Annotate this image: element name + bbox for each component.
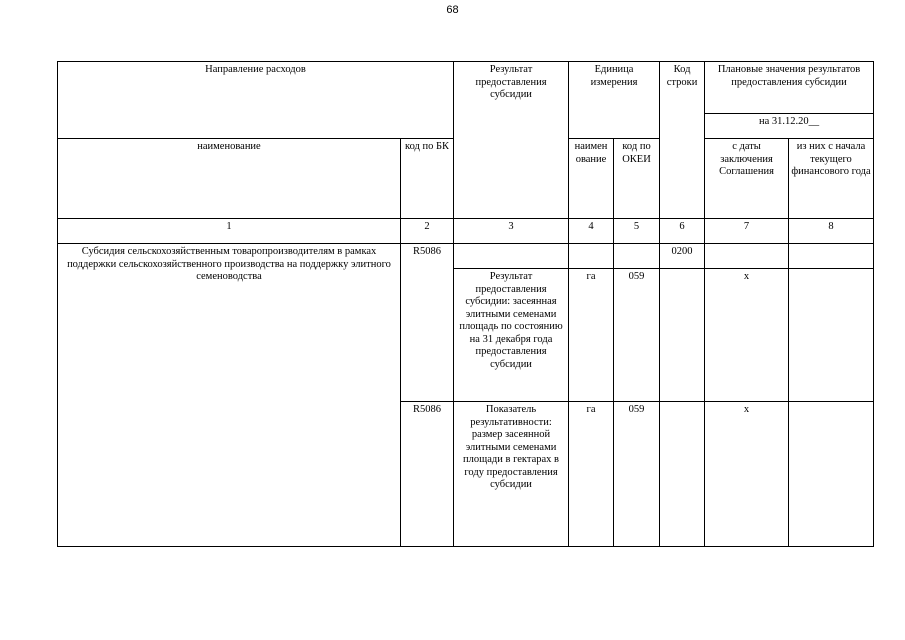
column-number-3: 3: [454, 219, 569, 244]
column-number-8: 8: [789, 219, 874, 244]
result-line-code-cell: [660, 269, 705, 402]
header-okei-code: код по ОКЕИ: [614, 139, 660, 219]
indicator-line-code-cell: [660, 402, 705, 547]
header-from-agreement: с даты заключения Соглашения: [705, 139, 789, 219]
result-bk-code-cell: [401, 269, 454, 402]
subsidy-okei-cell: [614, 244, 660, 269]
result-from-year-start-cell: [789, 269, 874, 402]
indicator-description: Показатель результативности: размер засеянной элитными семенами площади в гектарах в году предоставления субсидии: [454, 402, 569, 547]
header-from-year-start: из них с начала текущего финансового года: [789, 139, 874, 219]
subsidy-name: Субсидия сельскохозяйственным товаропроизводителям в рамках поддержки сельскохозяйственного производства на поддержку элитного семеноводства: [58, 244, 401, 547]
indicator-okei: 059: [614, 402, 660, 547]
header-unit-name: наимен ование: [569, 139, 614, 219]
header-line-code: Код строки: [660, 62, 705, 219]
column-number-2: 2: [401, 219, 454, 244]
column-number-1: 1: [58, 219, 401, 244]
subsidy-bk-code: R5086: [401, 244, 454, 269]
subsidy-result-cell: [454, 244, 569, 269]
column-number-4: 4: [569, 219, 614, 244]
page-number: 68: [446, 4, 459, 16]
result-unit: га: [569, 269, 614, 402]
header-name: наименование: [58, 139, 401, 219]
column-number-6: 6: [660, 219, 705, 244]
column-number-7: 7: [705, 219, 789, 244]
subsidy-results-table: [57, 61, 874, 547]
subsidy-line-code: 0200: [660, 244, 705, 269]
header-planned-values: Плановые значения результатов предоставления субсидии: [705, 62, 874, 114]
result-description: Результат предоставления субсидии: засеянная элитными семенами площадь по состоянию на 31 декабря года предоставления субсидии: [454, 269, 569, 402]
header-as-of-date: на 31.12.20__: [705, 114, 874, 139]
subsidy-planned-year-cell: [789, 244, 874, 269]
subsidy-unit-cell: [569, 244, 614, 269]
indicator-unit: га: [569, 402, 614, 547]
header-unit: Единица измерения: [569, 62, 660, 139]
result-okei: 059: [614, 269, 660, 402]
header-bk-code: код по БК: [401, 139, 454, 219]
indicator-from-year-start-cell: [789, 402, 874, 547]
subsidy-planned-agreement-cell: [705, 244, 789, 269]
column-number-5: 5: [614, 219, 660, 244]
header-result: Результат предоставления субсидии: [454, 62, 569, 219]
indicator-bk-code: R5086: [401, 402, 454, 547]
indicator-from-agreement: x: [705, 402, 789, 547]
result-from-agreement: x: [705, 269, 789, 402]
header-direction: Направление расходов: [58, 62, 454, 139]
